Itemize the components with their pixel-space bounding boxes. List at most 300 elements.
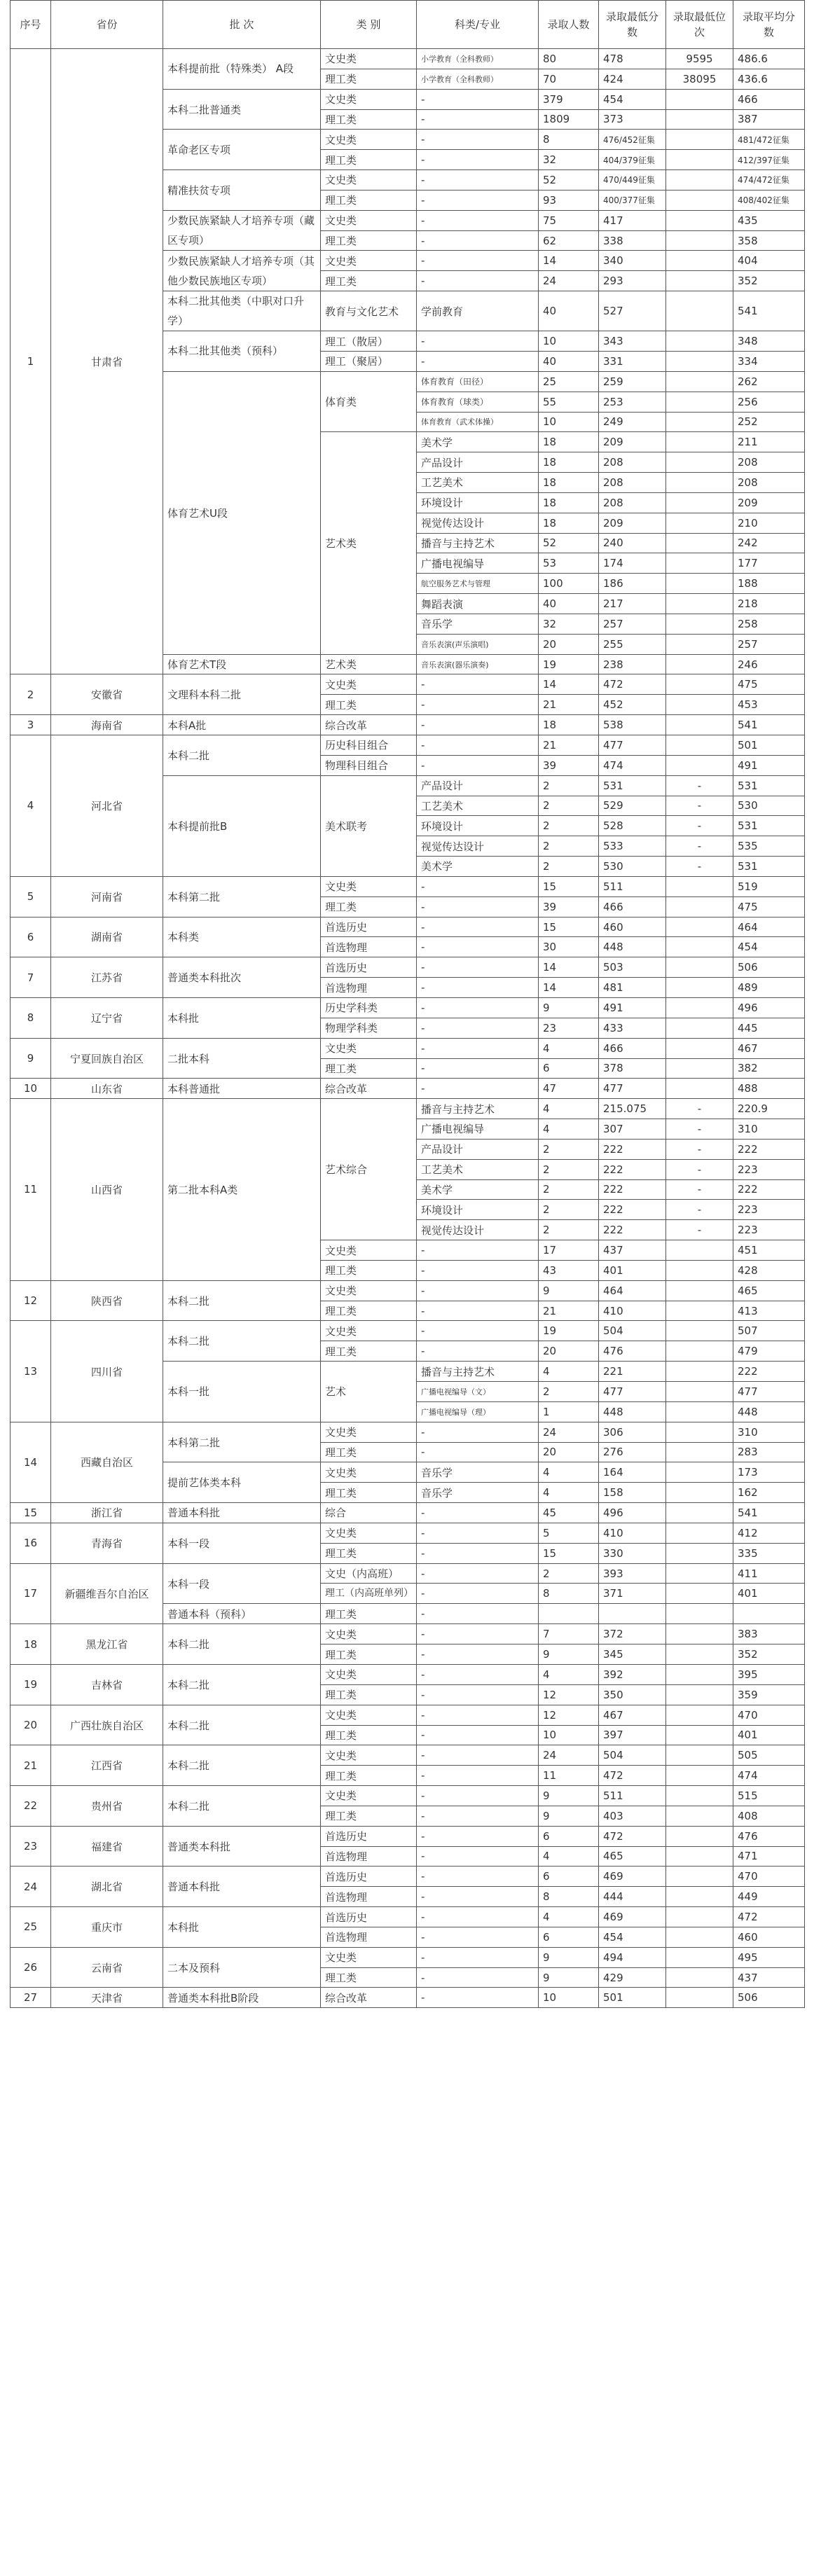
avg-score-cell: 467 bbox=[733, 1038, 805, 1058]
avg-score-cell: 359 bbox=[733, 1684, 805, 1705]
category-cell: 文史类 bbox=[321, 170, 417, 191]
min-score-cell: 472 bbox=[599, 1766, 666, 1786]
major-cell: - bbox=[417, 1927, 539, 1947]
avg-score-cell: 408 bbox=[733, 1806, 805, 1826]
min-score-cell: 476/452征集 bbox=[599, 130, 666, 150]
province-cell: 江苏省 bbox=[51, 957, 163, 998]
batch-cell: 提前艺体类本科 bbox=[163, 1462, 321, 1503]
major-cell: - bbox=[417, 957, 539, 978]
count-cell: 19 bbox=[539, 654, 599, 674]
avg-score-cell: 531 bbox=[733, 857, 805, 877]
province-cell: 海南省 bbox=[51, 715, 163, 735]
min-score-cell: 496 bbox=[599, 1503, 666, 1523]
min-rank-cell bbox=[666, 1887, 733, 1907]
count-cell: 39 bbox=[539, 755, 599, 775]
min-rank-cell: - bbox=[666, 1200, 733, 1220]
row-index: 2 bbox=[11, 674, 51, 715]
major-cell: 广播电视编导（文） bbox=[417, 1382, 539, 1402]
major-cell: - bbox=[417, 1664, 539, 1684]
avg-score-cell: 408/402征集 bbox=[733, 190, 805, 210]
major-cell: 音乐学 bbox=[417, 1462, 539, 1483]
province-cell: 安徽省 bbox=[51, 674, 163, 715]
major-cell: - bbox=[417, 978, 539, 998]
category-cell: 首选物理 bbox=[321, 978, 417, 998]
min-score-cell: 454 bbox=[599, 1927, 666, 1947]
min-score-cell: 491 bbox=[599, 997, 666, 1018]
min-score-cell: 429 bbox=[599, 1967, 666, 1988]
avg-score-cell: 435 bbox=[733, 210, 805, 230]
avg-score-cell: 519 bbox=[733, 876, 805, 896]
min-rank-cell bbox=[666, 896, 733, 917]
major-cell: 产品设计 bbox=[417, 1139, 539, 1159]
avg-score-cell: 387 bbox=[733, 109, 805, 130]
avg-score-cell: 460 bbox=[733, 1927, 805, 1947]
category-cell: 文史类 bbox=[321, 876, 417, 896]
major-cell: - bbox=[417, 251, 539, 271]
count-cell: 12 bbox=[539, 1684, 599, 1705]
province-cell: 广西壮族自治区 bbox=[51, 1705, 163, 1745]
major-cell: 音乐表演(声乐演唱) bbox=[417, 634, 539, 654]
min-score-cell: 378 bbox=[599, 1058, 666, 1079]
min-score-cell: 208 bbox=[599, 452, 666, 473]
count-cell: 6 bbox=[539, 1867, 599, 1887]
major-cell: - bbox=[417, 735, 539, 756]
category-cell: 艺术综合 bbox=[321, 1099, 417, 1240]
province-cell: 天津省 bbox=[51, 1988, 163, 2008]
min-score-cell: 477 bbox=[599, 735, 666, 756]
avg-score-cell: 401 bbox=[733, 1584, 805, 1604]
batch-cell: 本科批 bbox=[163, 1907, 321, 1948]
category-cell: 文史类 bbox=[321, 1745, 417, 1766]
min-score-cell: 343 bbox=[599, 331, 666, 352]
count-cell: 14 bbox=[539, 251, 599, 271]
major-cell: 播音与主持艺术 bbox=[417, 1362, 539, 1382]
table-row bbox=[11, 997, 805, 1018]
avg-score-cell: 177 bbox=[733, 553, 805, 574]
batch-cell: 少数民族紧缺人才培养专项（藏区专项） bbox=[163, 210, 321, 251]
major-cell: 产品设计 bbox=[417, 775, 539, 796]
min-rank-cell: 38095 bbox=[666, 69, 733, 89]
min-rank-cell: - bbox=[666, 1159, 733, 1179]
avg-score-cell: 475 bbox=[733, 896, 805, 917]
avg-score-cell: 486.6 bbox=[733, 49, 805, 69]
count-cell: 24 bbox=[539, 1422, 599, 1442]
min-rank-cell bbox=[666, 533, 733, 553]
table-body bbox=[11, 49, 805, 2008]
count-cell: 100 bbox=[539, 574, 599, 594]
count-cell: 52 bbox=[539, 533, 599, 553]
min-rank-cell bbox=[666, 695, 733, 715]
count-cell bbox=[539, 1604, 599, 1624]
min-score-cell: 293 bbox=[599, 271, 666, 291]
min-rank-cell bbox=[666, 1766, 733, 1786]
min-score-cell: 259 bbox=[599, 371, 666, 392]
min-rank-cell bbox=[666, 291, 733, 331]
min-score-cell: 469 bbox=[599, 1907, 666, 1927]
min-rank-cell bbox=[666, 715, 733, 735]
category-cell: 首选历史 bbox=[321, 917, 417, 937]
avg-score-cell: 222 bbox=[733, 1179, 805, 1200]
batch-cell: 普通本科（预科） bbox=[163, 1604, 321, 1624]
table-row bbox=[11, 917, 805, 937]
major-cell: - bbox=[417, 755, 539, 775]
min-rank-cell bbox=[666, 1806, 733, 1826]
count-cell: 379 bbox=[539, 89, 599, 109]
category-cell: 理工类 bbox=[321, 1341, 417, 1362]
avg-score-cell: 466 bbox=[733, 89, 805, 109]
major-cell: 视觉传达设计 bbox=[417, 513, 539, 533]
major-cell: 广播电视编导（理） bbox=[417, 1401, 539, 1422]
major-cell: - bbox=[417, 1947, 539, 1967]
batch-cell: 精准扶贫专项 bbox=[163, 170, 321, 211]
min-score-cell: 478 bbox=[599, 49, 666, 69]
min-rank-cell bbox=[666, 1523, 733, 1543]
category-cell: 文史类 bbox=[321, 1462, 417, 1483]
min-rank-cell bbox=[666, 1401, 733, 1422]
major-cell: - bbox=[417, 1038, 539, 1058]
count-cell: 40 bbox=[539, 594, 599, 614]
min-score-cell: 504 bbox=[599, 1321, 666, 1341]
count-cell: 20 bbox=[539, 1442, 599, 1462]
min-rank-cell bbox=[666, 1624, 733, 1644]
major-cell: - bbox=[417, 1705, 539, 1725]
major-cell: 音乐表演(器乐演奏) bbox=[417, 654, 539, 674]
category-cell: 美术联考 bbox=[321, 775, 417, 876]
category-cell: 文史类 bbox=[321, 1664, 417, 1684]
min-rank-cell bbox=[666, 674, 733, 695]
min-score-cell: 371 bbox=[599, 1584, 666, 1604]
major-cell: - bbox=[417, 1523, 539, 1543]
min-rank-cell: - bbox=[666, 816, 733, 836]
category-cell: 理工类 bbox=[321, 1483, 417, 1503]
category-cell: 理工类 bbox=[321, 271, 417, 291]
count-cell: 4 bbox=[539, 1846, 599, 1867]
batch-cell: 本科二批 bbox=[163, 1321, 321, 1362]
min-rank-cell: - bbox=[666, 1119, 733, 1140]
min-score-cell: 417 bbox=[599, 210, 666, 230]
count-cell: 43 bbox=[539, 1260, 599, 1280]
count-cell: 2 bbox=[539, 1179, 599, 1200]
batch-cell: 本科二批其他类（中职对口升学） bbox=[163, 291, 321, 331]
count-cell: 4 bbox=[539, 1099, 599, 1119]
batch-cell: 本科一批 bbox=[163, 1362, 321, 1422]
min-score-cell: 494 bbox=[599, 1947, 666, 1967]
count-cell: 2 bbox=[539, 1159, 599, 1179]
count-cell: 10 bbox=[539, 1725, 599, 1745]
category-cell: 理工类 bbox=[321, 1058, 417, 1079]
major-cell: 播音与主持艺术 bbox=[417, 533, 539, 553]
min-rank-cell bbox=[666, 574, 733, 594]
province-cell: 云南省 bbox=[51, 1947, 163, 1988]
count-cell: 39 bbox=[539, 896, 599, 917]
row-index: 12 bbox=[11, 1280, 51, 1321]
major-cell: 播音与主持艺术 bbox=[417, 1099, 539, 1119]
min-score-cell: 469 bbox=[599, 1867, 666, 1887]
min-rank-cell bbox=[666, 1321, 733, 1341]
category-cell: 首选历史 bbox=[321, 1867, 417, 1887]
avg-score-cell: 223 bbox=[733, 1159, 805, 1179]
batch-cell: 本科二批普通类 bbox=[163, 89, 321, 130]
major-cell: - bbox=[417, 1018, 539, 1038]
min-rank-cell bbox=[666, 1725, 733, 1745]
batch-cell: 本科第二批 bbox=[163, 876, 321, 917]
count-cell: 10 bbox=[539, 1988, 599, 2008]
min-score-cell: 257 bbox=[599, 614, 666, 634]
min-score-cell: 444 bbox=[599, 1887, 666, 1907]
avg-score-cell: 412 bbox=[733, 1523, 805, 1543]
avg-score-cell: 437 bbox=[733, 1967, 805, 1988]
count-cell: 4 bbox=[539, 1664, 599, 1684]
major-cell: - bbox=[417, 1806, 539, 1826]
major-cell: - bbox=[417, 1826, 539, 1846]
avg-score-cell: 464 bbox=[733, 917, 805, 937]
batch-cell: 本科二批 bbox=[163, 1786, 321, 1827]
category-cell: 综合改革 bbox=[321, 1079, 417, 1099]
row-index: 17 bbox=[11, 1563, 51, 1624]
avg-score-cell: 211 bbox=[733, 432, 805, 452]
count-cell: 4 bbox=[539, 1462, 599, 1483]
avg-score-cell: 210 bbox=[733, 513, 805, 533]
avg-score-cell: 530 bbox=[733, 796, 805, 816]
major-cell: - bbox=[417, 1867, 539, 1887]
batch-cell: 本科二批 bbox=[163, 1280, 321, 1321]
min-rank-cell: - bbox=[666, 796, 733, 816]
major-cell: - bbox=[417, 150, 539, 170]
min-rank-cell bbox=[666, 271, 733, 291]
batch-cell: 本科批 bbox=[163, 997, 321, 1038]
avg-score-cell: 496 bbox=[733, 997, 805, 1018]
avg-score-cell: 505 bbox=[733, 1745, 805, 1766]
count-cell: 18 bbox=[539, 452, 599, 473]
min-rank-cell bbox=[666, 634, 733, 654]
count-cell: 19 bbox=[539, 1321, 599, 1341]
count-cell: 40 bbox=[539, 351, 599, 371]
category-cell: 理工（聚居） bbox=[321, 351, 417, 371]
avg-score-cell: 491 bbox=[733, 755, 805, 775]
row-index: 16 bbox=[11, 1523, 51, 1563]
header-major: 科类/专业 bbox=[417, 1, 539, 49]
avg-score-cell: 173 bbox=[733, 1462, 805, 1483]
min-rank-cell bbox=[666, 614, 733, 634]
table-row bbox=[11, 1523, 805, 1543]
avg-score-cell: 208 bbox=[733, 452, 805, 473]
min-score-cell: 529 bbox=[599, 796, 666, 816]
batch-cell: 普通类本科批次 bbox=[163, 957, 321, 998]
row-index: 9 bbox=[11, 1038, 51, 1079]
count-cell: 2 bbox=[539, 1382, 599, 1402]
min-score-cell: 511 bbox=[599, 1786, 666, 1806]
category-cell: 理工类 bbox=[321, 1260, 417, 1280]
count-cell: 2 bbox=[539, 816, 599, 836]
min-score-cell: 401 bbox=[599, 1260, 666, 1280]
major-cell: - bbox=[417, 1280, 539, 1301]
min-rank-cell bbox=[666, 473, 733, 493]
row-index: 13 bbox=[11, 1321, 51, 1422]
avg-score-cell: 488 bbox=[733, 1079, 805, 1099]
category-cell: 理工类 bbox=[321, 1725, 417, 1745]
table-row bbox=[11, 1321, 805, 1341]
table-row bbox=[11, 1079, 805, 1099]
min-score-cell: 504 bbox=[599, 1745, 666, 1766]
major-cell: 音乐学 bbox=[417, 1483, 539, 1503]
min-rank-cell: 9595 bbox=[666, 49, 733, 69]
avg-score-cell: 476 bbox=[733, 1826, 805, 1846]
min-rank-cell: - bbox=[666, 1099, 733, 1119]
avg-score-cell: 541 bbox=[733, 291, 805, 331]
major-cell: 环境设计 bbox=[417, 816, 539, 836]
min-score-cell: 465 bbox=[599, 1846, 666, 1867]
min-rank-cell bbox=[666, 735, 733, 756]
batch-cell: 二批本科 bbox=[163, 1038, 321, 1079]
min-score-cell: 454 bbox=[599, 89, 666, 109]
min-score-cell: 240 bbox=[599, 533, 666, 553]
major-cell: 工艺美术 bbox=[417, 1159, 539, 1179]
major-cell: - bbox=[417, 1786, 539, 1806]
header-category: 类 别 bbox=[321, 1, 417, 49]
province-cell: 湖南省 bbox=[51, 917, 163, 957]
category-cell: 体育类 bbox=[321, 371, 417, 432]
avg-score-cell: 395 bbox=[733, 1664, 805, 1684]
batch-cell: 本科普通批 bbox=[163, 1079, 321, 1099]
avg-score-cell: 208 bbox=[733, 473, 805, 493]
avg-score-cell: 465 bbox=[733, 1280, 805, 1301]
count-cell: 20 bbox=[539, 634, 599, 654]
header-province: 省份 bbox=[51, 1, 163, 49]
major-cell: - bbox=[417, 1543, 539, 1563]
min-rank-cell bbox=[666, 1907, 733, 1927]
min-rank-cell bbox=[666, 492, 733, 513]
batch-cell: 本科二批其他类（预科） bbox=[163, 331, 321, 372]
count-cell: 75 bbox=[539, 210, 599, 230]
min-score-cell: 222 bbox=[599, 1220, 666, 1240]
min-rank-cell bbox=[666, 917, 733, 937]
min-rank-cell bbox=[666, 351, 733, 371]
min-rank-cell bbox=[666, 1664, 733, 1684]
category-cell: 理工类 bbox=[321, 150, 417, 170]
min-rank-cell bbox=[666, 412, 733, 432]
row-index: 24 bbox=[11, 1867, 51, 1907]
row-index: 22 bbox=[11, 1786, 51, 1827]
min-rank-cell bbox=[666, 109, 733, 130]
min-score-cell: 466 bbox=[599, 896, 666, 917]
category-cell: 综合改革 bbox=[321, 1988, 417, 2008]
province-cell: 重庆市 bbox=[51, 1907, 163, 1948]
province-cell: 新疆维吾尔自治区 bbox=[51, 1563, 163, 1624]
province-cell: 甘肃省 bbox=[51, 49, 163, 674]
category-cell: 理工（散居） bbox=[321, 331, 417, 352]
count-cell: 93 bbox=[539, 190, 599, 210]
avg-score-cell: 489 bbox=[733, 978, 805, 998]
avg-score-cell: 348 bbox=[733, 331, 805, 352]
category-cell: 艺术类 bbox=[321, 654, 417, 674]
count-cell: 25 bbox=[539, 371, 599, 392]
count-cell: 52 bbox=[539, 170, 599, 191]
avg-score-cell: 188 bbox=[733, 574, 805, 594]
min-rank-cell bbox=[666, 251, 733, 271]
min-score-cell: 330 bbox=[599, 1543, 666, 1563]
count-cell: 9 bbox=[539, 1967, 599, 1988]
row-index: 7 bbox=[11, 957, 51, 998]
major-cell: 视觉传达设计 bbox=[417, 1220, 539, 1240]
major-cell: - bbox=[417, 937, 539, 957]
avg-score-cell: 257 bbox=[733, 634, 805, 654]
min-score-cell: 410 bbox=[599, 1523, 666, 1543]
category-cell: 文史类 bbox=[321, 49, 417, 69]
province-cell: 辽宁省 bbox=[51, 997, 163, 1038]
min-rank-cell bbox=[666, 452, 733, 473]
min-rank-cell bbox=[666, 1644, 733, 1665]
batch-cell: 普通本科批 bbox=[163, 1503, 321, 1523]
category-cell: 历史科目组合 bbox=[321, 735, 417, 756]
major-cell: - bbox=[417, 1725, 539, 1745]
min-score-cell: 437 bbox=[599, 1240, 666, 1261]
count-cell: 18 bbox=[539, 513, 599, 533]
batch-cell: 本科二批 bbox=[163, 1664, 321, 1705]
batch-cell: 文理科本科二批 bbox=[163, 674, 321, 715]
avg-score-cell: 541 bbox=[733, 715, 805, 735]
row-index: 3 bbox=[11, 715, 51, 735]
row-index: 6 bbox=[11, 917, 51, 957]
batch-cell: 体育艺术T段 bbox=[163, 654, 321, 674]
count-cell: 21 bbox=[539, 695, 599, 715]
min-score-cell: 481 bbox=[599, 978, 666, 998]
min-rank-cell bbox=[666, 1260, 733, 1280]
count-cell: 55 bbox=[539, 392, 599, 412]
category-cell: 综合 bbox=[321, 1503, 417, 1523]
major-cell: - bbox=[417, 1240, 539, 1261]
count-cell: 2 bbox=[539, 1200, 599, 1220]
category-cell: 首选历史 bbox=[321, 1907, 417, 1927]
min-rank-cell bbox=[666, 170, 733, 191]
count-cell: 18 bbox=[539, 492, 599, 513]
batch-cell: 普通类本科批B阶段 bbox=[163, 1988, 321, 2008]
min-score-cell: 222 bbox=[599, 1200, 666, 1220]
count-cell: 15 bbox=[539, 876, 599, 896]
avg-score-cell: 223 bbox=[733, 1200, 805, 1220]
avg-score-cell: 252 bbox=[733, 412, 805, 432]
min-score-cell: 448 bbox=[599, 937, 666, 957]
table-row bbox=[11, 49, 805, 69]
row-index: 8 bbox=[11, 997, 51, 1038]
min-score-cell: 400/377征集 bbox=[599, 190, 666, 210]
province-cell: 四川省 bbox=[51, 1321, 163, 1422]
min-rank-cell: - bbox=[666, 1220, 733, 1240]
min-score-cell: 174 bbox=[599, 553, 666, 574]
major-cell: - bbox=[417, 331, 539, 352]
count-cell: 70 bbox=[539, 69, 599, 89]
major-cell: - bbox=[417, 89, 539, 109]
min-rank-cell bbox=[666, 1988, 733, 2008]
avg-score-cell: 258 bbox=[733, 614, 805, 634]
count-cell: 2 bbox=[539, 775, 599, 796]
major-cell: - bbox=[417, 1442, 539, 1462]
major-cell: - bbox=[417, 1301, 539, 1321]
avg-score-cell: 448 bbox=[733, 1401, 805, 1422]
row-index: 26 bbox=[11, 1947, 51, 1988]
min-rank-cell bbox=[666, 1967, 733, 1988]
count-cell: 45 bbox=[539, 1503, 599, 1523]
row-index: 10 bbox=[11, 1079, 51, 1099]
table-row bbox=[11, 1624, 805, 1644]
count-cell: 2 bbox=[539, 1139, 599, 1159]
min-rank-cell bbox=[666, 594, 733, 614]
row-index: 25 bbox=[11, 1907, 51, 1948]
count-cell: 10 bbox=[539, 331, 599, 352]
count-cell: 15 bbox=[539, 917, 599, 937]
min-rank-cell bbox=[666, 1745, 733, 1766]
avg-score-cell: 481/472征集 bbox=[733, 130, 805, 150]
count-cell: 40 bbox=[539, 291, 599, 331]
